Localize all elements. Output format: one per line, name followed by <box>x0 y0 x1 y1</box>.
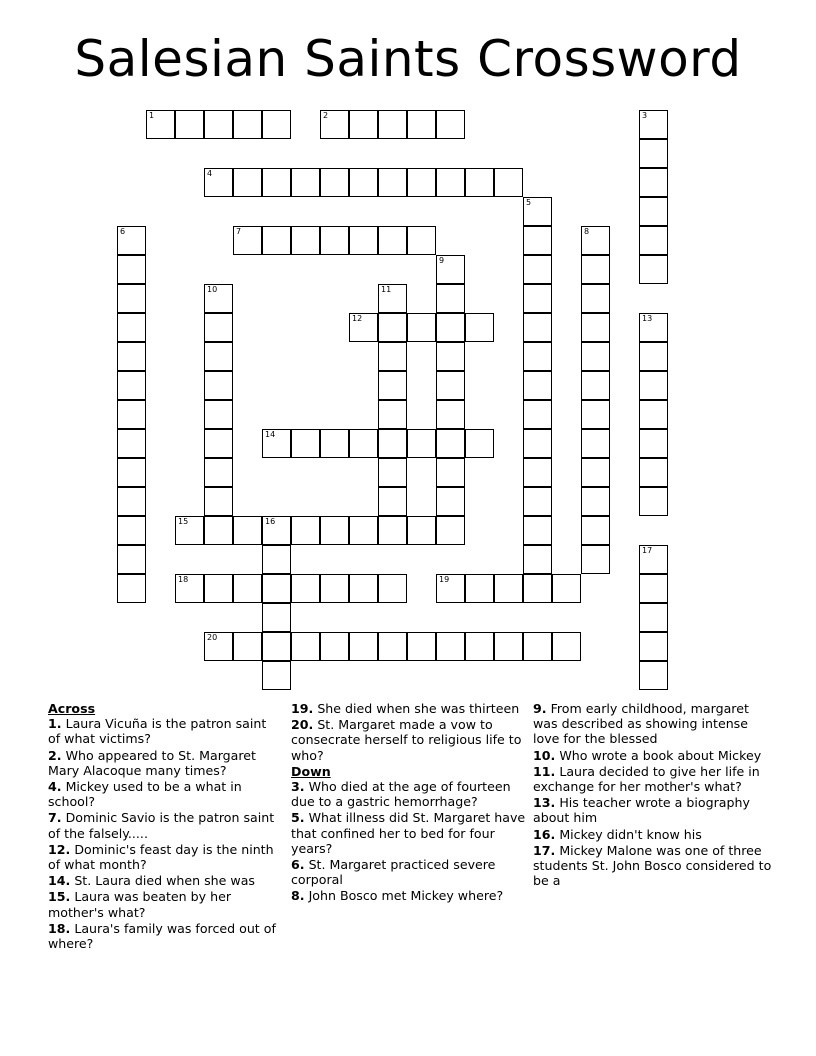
clue-text: St. Laura died when she was <box>70 873 255 889</box>
grid-cell[interactable] <box>581 400 610 429</box>
grid-cell[interactable] <box>175 516 204 545</box>
grid-cell[interactable] <box>378 400 407 429</box>
grid-cell[interactable] <box>233 632 262 661</box>
grid-cell[interactable] <box>117 400 146 429</box>
grid-cell[interactable] <box>523 371 552 400</box>
across-clue <box>291 717 526 763</box>
grid-cell[interactable] <box>349 226 378 255</box>
clue-number-label: 10. <box>533 747 556 763</box>
grid-cell[interactable] <box>349 110 378 139</box>
clue-number-label: 1. <box>48 716 62 732</box>
grid-cell[interactable] <box>320 632 349 661</box>
grid-cell[interactable] <box>291 429 320 458</box>
down-clue <box>533 843 773 889</box>
grid-cell[interactable] <box>262 574 291 603</box>
grid-cell[interactable] <box>639 603 668 632</box>
clue-text: Laura decided to give her life in exchange for her mother's what? <box>533 763 760 795</box>
clue-text: Who died at the age of fourteen due to a gastric hemorrhage? <box>291 779 511 810</box>
grid-cell[interactable] <box>407 168 436 197</box>
grid-cell[interactable] <box>349 168 378 197</box>
clue-number: 20 <box>207 633 218 642</box>
grid-cell[interactable] <box>581 458 610 487</box>
grid-cell[interactable] <box>291 632 320 661</box>
clue-number-label: 16. <box>533 826 556 842</box>
grid-cell[interactable] <box>523 226 552 255</box>
clue-text: Laura Vicuña is the patron saint of what victims? <box>48 716 267 747</box>
clue-number: 18 <box>178 575 189 584</box>
clue-number-label: 18. <box>48 920 71 936</box>
grid-cell[interactable] <box>523 342 552 371</box>
grid-cell[interactable] <box>117 429 146 458</box>
grid-cell[interactable] <box>117 255 146 284</box>
clue-text: From early childhood, margaret was described as showing intense love for the blessed <box>533 701 749 747</box>
grid-cell[interactable] <box>262 110 291 139</box>
clue-number-label: 17. <box>533 842 556 858</box>
clue-number: 10 <box>207 285 218 294</box>
grid-cell[interactable] <box>523 197 552 226</box>
grid-cell[interactable] <box>639 371 668 400</box>
grid-cell[interactable] <box>291 516 320 545</box>
across-clue <box>48 716 278 746</box>
across-clue <box>48 921 278 951</box>
grid-cell[interactable] <box>204 168 233 197</box>
grid-cell[interactable] <box>378 226 407 255</box>
across-clue <box>48 889 278 919</box>
grid-cell[interactable] <box>581 516 610 545</box>
clue-number-label: 14. <box>48 873 71 889</box>
clue-number: 12 <box>352 314 363 323</box>
grid-cell[interactable] <box>436 458 465 487</box>
down-clue <box>533 764 773 794</box>
grid-cell[interactable] <box>639 197 668 226</box>
clue-text: Dominic's feast day is the ninth of what month? <box>48 841 274 873</box>
grid-cell[interactable] <box>117 226 146 255</box>
grid-cell[interactable] <box>639 632 668 661</box>
grid-cell[interactable] <box>407 632 436 661</box>
grid-cell[interactable] <box>436 516 465 545</box>
grid-cell[interactable] <box>407 226 436 255</box>
clue-number-label: 9. <box>533 701 547 716</box>
grid-cell[interactable] <box>204 371 233 400</box>
grid-cell[interactable] <box>436 342 465 371</box>
grid-cell[interactable] <box>320 574 349 603</box>
grid-cell[interactable] <box>523 632 552 661</box>
clue-number: 4 <box>207 169 213 178</box>
grid-cell[interactable] <box>639 429 668 458</box>
grid-cell[interactable] <box>320 429 349 458</box>
grid-cell[interactable] <box>436 110 465 139</box>
grid-cell[interactable] <box>291 226 320 255</box>
grid-cell[interactable] <box>378 632 407 661</box>
grid-cell[interactable] <box>204 284 233 313</box>
grid-cell[interactable] <box>436 487 465 516</box>
grid-cell[interactable] <box>378 487 407 516</box>
clue-number: 9 <box>439 256 445 265</box>
grid-cell[interactable] <box>494 168 523 197</box>
grid-cell[interactable] <box>407 110 436 139</box>
grid-cell[interactable] <box>349 313 378 342</box>
clue-number-label: 2. <box>48 747 62 763</box>
grid-cell[interactable] <box>639 168 668 197</box>
grid-cell[interactable] <box>378 168 407 197</box>
clue-number: 8 <box>584 227 590 236</box>
grid-cell[interactable] <box>523 487 552 516</box>
grid-cell[interactable] <box>291 574 320 603</box>
across-clue <box>48 779 278 809</box>
grid-cell[interactable] <box>436 632 465 661</box>
clue-number: 1 <box>149 111 155 120</box>
clue-number: 15 <box>178 517 189 526</box>
clue-text: St. Margaret practiced severe corporal <box>291 857 496 888</box>
clue-number: 11 <box>381 285 392 294</box>
grid-cell[interactable] <box>320 110 349 139</box>
grid-cell[interactable] <box>639 545 668 574</box>
grid-cell[interactable] <box>494 574 523 603</box>
grid-cell[interactable] <box>204 487 233 516</box>
grid-cell[interactable] <box>436 371 465 400</box>
grid-cell[interactable] <box>262 603 291 632</box>
across-clue <box>48 810 278 840</box>
grid-cell[interactable] <box>407 516 436 545</box>
grid-cell[interactable] <box>349 516 378 545</box>
grid-cell[interactable] <box>407 313 436 342</box>
grid-cell[interactable] <box>465 574 494 603</box>
grid-cell[interactable] <box>465 632 494 661</box>
grid-cell[interactable] <box>436 400 465 429</box>
grid-cell[interactable] <box>523 400 552 429</box>
down-clue <box>291 857 526 887</box>
clue-number-label: 7. <box>48 810 62 826</box>
grid-cell[interactable] <box>436 313 465 342</box>
grid-cell[interactable] <box>436 574 465 603</box>
grid-cell[interactable] <box>581 545 610 574</box>
grid-cell[interactable] <box>581 313 610 342</box>
grid-cell[interactable] <box>204 110 233 139</box>
grid-cell[interactable] <box>523 516 552 545</box>
clue-number: 3 <box>642 111 648 120</box>
grid-cell[interactable] <box>378 313 407 342</box>
clue-number: 7 <box>236 227 242 236</box>
grid-cell[interactable] <box>523 313 552 342</box>
clue-number-label: 6. <box>291 857 305 873</box>
across-clue <box>48 748 278 778</box>
grid-cell[interactable] <box>552 632 581 661</box>
grid-cell[interactable] <box>639 139 668 168</box>
clue-number-label: 5. <box>291 810 305 826</box>
grid-cell[interactable] <box>378 284 407 313</box>
clue-number: 14 <box>265 430 276 439</box>
grid-cell[interactable] <box>639 574 668 603</box>
clue-number-label: 11. <box>533 763 556 779</box>
grid-cell[interactable] <box>117 574 146 603</box>
grid-cell[interactable] <box>639 110 668 139</box>
grid-cell[interactable] <box>349 574 378 603</box>
grid-cell[interactable] <box>204 313 233 342</box>
grid-cell[interactable] <box>117 313 146 342</box>
grid-cell[interactable] <box>291 168 320 197</box>
down-heading: Down <box>291 763 331 779</box>
grid-cell[interactable] <box>639 400 668 429</box>
grid-cell[interactable] <box>320 516 349 545</box>
clue-number-label: 20. <box>291 717 314 733</box>
grid-cell[interactable] <box>233 110 262 139</box>
grid-cell[interactable] <box>262 226 291 255</box>
clue-number: 5 <box>526 198 532 207</box>
grid-cell[interactable] <box>407 429 436 458</box>
grid-cell[interactable] <box>204 342 233 371</box>
grid-cell[interactable] <box>378 516 407 545</box>
clue-text: Mickey Malone was one of three students St. John Bosco considered to be a <box>533 842 772 889</box>
grid-cell[interactable] <box>378 342 407 371</box>
down-clue <box>291 810 526 856</box>
grid-cell[interactable] <box>581 226 610 255</box>
clue-text: Who wrote a book about Mickey <box>555 747 762 763</box>
grid-cell[interactable] <box>262 632 291 661</box>
grid-cell[interactable] <box>581 284 610 313</box>
grid-cell[interactable] <box>262 545 291 574</box>
grid-cell[interactable] <box>523 255 552 284</box>
clue-number-label: 13. <box>533 795 556 811</box>
grid-cell[interactable] <box>436 168 465 197</box>
clue-number: 16 <box>265 517 276 526</box>
across-clue <box>291 701 526 716</box>
grid-cell[interactable] <box>465 313 494 342</box>
grid-cell[interactable] <box>204 632 233 661</box>
grid-cell[interactable] <box>262 516 291 545</box>
grid-cell[interactable] <box>523 458 552 487</box>
grid-cell[interactable] <box>465 168 494 197</box>
grid-cell[interactable] <box>204 400 233 429</box>
clue-text: His teacher wrote a biography about him <box>533 795 750 826</box>
grid-cell[interactable] <box>233 516 262 545</box>
page-title: Salesian Saints Crossword <box>74 30 742 88</box>
clue-number: 17 <box>642 546 653 555</box>
clue-number-label: 15. <box>48 889 71 905</box>
grid-cell[interactable] <box>523 284 552 313</box>
down-clue <box>291 888 526 903</box>
grid-cell[interactable] <box>204 516 233 545</box>
grid-cell[interactable] <box>117 487 146 516</box>
clue-number: 2 <box>323 111 329 120</box>
clue-text: Laura's family was forced out of where? <box>48 920 276 952</box>
grid-cell[interactable] <box>639 487 668 516</box>
clues-column-1 <box>48 701 278 952</box>
down-clue <box>533 701 773 747</box>
grid-cell[interactable] <box>378 371 407 400</box>
down-clue <box>291 779 526 809</box>
grid-cell[interactable] <box>117 342 146 371</box>
clue-text: Mickey used to be a what in school? <box>48 779 242 810</box>
grid-cell[interactable] <box>581 255 610 284</box>
grid-cell[interactable] <box>378 574 407 603</box>
clue-text: St. Margaret made a vow to consecrate herself to religious life to who? <box>291 717 522 763</box>
grid-cell[interactable] <box>378 458 407 487</box>
clues-column-3 <box>533 701 773 889</box>
grid-cell[interactable] <box>117 516 146 545</box>
grid-cell[interactable] <box>320 168 349 197</box>
grid-cell[interactable] <box>378 110 407 139</box>
grid-cell[interactable] <box>639 342 668 371</box>
clue-text: She died when she was thirteen <box>313 701 520 716</box>
grid-cell[interactable] <box>146 110 175 139</box>
grid-cell[interactable] <box>349 429 378 458</box>
grid-cell[interactable] <box>581 342 610 371</box>
clue-number: 6 <box>120 227 126 236</box>
clue-text: Mickey didn't know his <box>555 826 702 842</box>
grid-cell[interactable] <box>233 574 262 603</box>
clues-column-2 <box>291 701 526 905</box>
down-clue <box>533 795 773 825</box>
grid-cell[interactable] <box>204 429 233 458</box>
grid-cell[interactable] <box>262 661 291 690</box>
grid-cell[interactable] <box>117 545 146 574</box>
grid-cell[interactable] <box>465 429 494 458</box>
grid-cell[interactable] <box>320 226 349 255</box>
grid-cell[interactable] <box>581 487 610 516</box>
grid-cell[interactable] <box>233 226 262 255</box>
grid-cell[interactable] <box>378 429 407 458</box>
across-clue <box>48 873 278 888</box>
grid-cell[interactable] <box>523 574 552 603</box>
clue-number-label: 8. <box>291 888 305 904</box>
grid-cell[interactable] <box>349 632 378 661</box>
grid-cell[interactable] <box>581 371 610 400</box>
clue-number: 13 <box>642 314 653 323</box>
across-clue <box>48 842 278 872</box>
grid-cell[interactable] <box>639 226 668 255</box>
clue-number-label: 19. <box>291 701 314 716</box>
grid-cell[interactable] <box>262 168 291 197</box>
across-heading: Across <box>48 701 96 716</box>
clue-number-label: 4. <box>48 779 62 795</box>
clue-number: 19 <box>439 575 450 584</box>
clue-number-label: 12. <box>48 841 71 857</box>
grid-cell[interactable] <box>175 110 204 139</box>
down-clue <box>533 827 773 842</box>
grid-cell[interactable] <box>175 574 204 603</box>
grid-cell[interactable] <box>117 284 146 313</box>
grid-cell[interactable] <box>639 255 668 284</box>
grid-cell[interactable] <box>523 545 552 574</box>
clue-text: Laura was beaten by her mother's what? <box>48 889 231 920</box>
clue-text: John Bosco met Mickey where? <box>304 888 504 904</box>
grid-cell[interactable] <box>262 429 291 458</box>
grid-cell[interactable] <box>639 458 668 487</box>
grid-cell[interactable] <box>233 168 262 197</box>
clue-text: Who appeared to St. Margaret Mary Alacoque many times? <box>48 747 256 778</box>
grid-cell[interactable] <box>204 458 233 487</box>
grid-cell[interactable] <box>436 255 465 284</box>
clue-text: What illness did St. Margaret have that confined her to bed for four years? <box>291 810 526 856</box>
grid-cell[interactable] <box>581 429 610 458</box>
down-clue <box>533 748 773 763</box>
grid-cell[interactable] <box>552 574 581 603</box>
grid-cell[interactable] <box>117 458 146 487</box>
grid-cell[interactable] <box>494 632 523 661</box>
clue-text: Dominic Savio is the patron saint of the falsely..... <box>48 810 275 841</box>
grid-cell[interactable] <box>204 574 233 603</box>
grid-cell[interactable] <box>436 429 465 458</box>
grid-cell[interactable] <box>639 661 668 690</box>
grid-cell[interactable] <box>639 313 668 342</box>
grid-cell[interactable] <box>117 371 146 400</box>
grid-cell[interactable] <box>436 284 465 313</box>
grid-cell[interactable] <box>523 429 552 458</box>
clue-number-label: 3. <box>291 779 305 795</box>
